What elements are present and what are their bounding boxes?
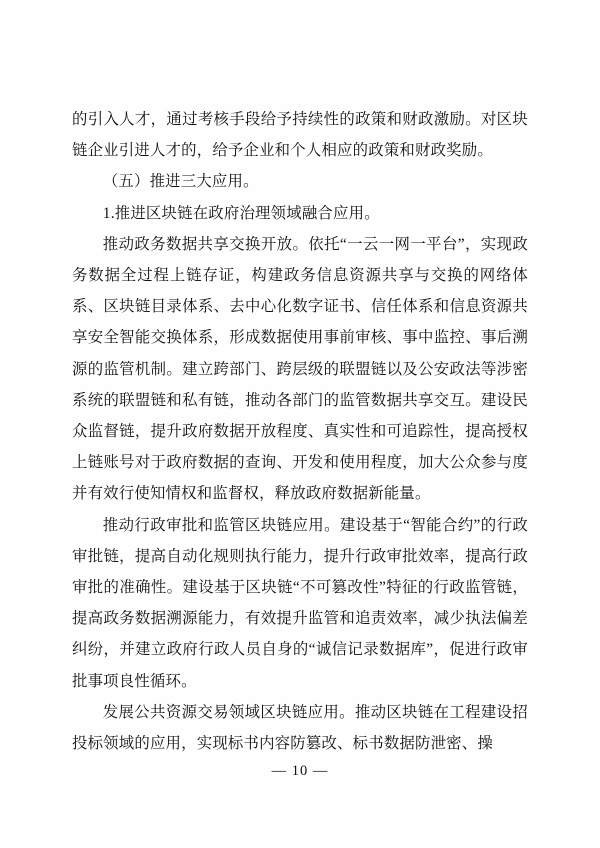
paragraph-government-data-sharing: 推动政务数据共享交换开放。依托“一云一网一平台”，实现政务数据全过程上链存证，构建政务信息资源共享与交换的网络体系、区块链目录体系、去中心化数字证书、信任体系和信息资源共享安全智能交换体系，形成数据使用事前审核、事中监控、事后溯源的监管机制。建立跨部门、跨层级的联盟链以及公安政法等涉密系统的联盟链和私有链，推动各部门的监管数据共享交互。建设民众监督链，提升政府数据开放程度、真实性和可追踪性，提高授权上链账号对于政府数据的查询、开发和使用程度，加大公众参与度并有效行使知情权和监督权，释放政府数据新能量。 (72, 235, 528, 503)
paragraph-continued-talent: 的引入人才，通过考核手段给予持续性的政策和财政激励。对区块链企业引进人才的，给予企业和个人相应的政策和财政奖励。 (72, 111, 528, 160)
paragraph-item-1-heading: 1.推进区块链在政府治理领域融合应用。 (102, 204, 380, 222)
paragraph-administrative-approval: 推动行政审批和监管区块链应用。建设基于“智能合约”的行政审批链，提高自动化规则执行能力，提升行政审批效率，提高行政审批的准确性。建设基于区块链“不可篡改性”特征的行政监管链，提高政务数据溯源能力，有效提升监管和追责效率，减少执法偏差纠纷，并建立政府行政人员自身的“诚信记录数据库”，促进行政审批事项良性循环。 (72, 516, 528, 690)
page-number-footer: — 10 — (271, 763, 329, 779)
page-body (72, 104, 528, 759)
paragraph-public-resource-trading: 发展公共资源交易领域区块链应用。推动区块链在工程建设招投标领域的应用，实现标书内容防篡改、标书数据防泄密、操 (72, 703, 528, 753)
paragraph-section-five-heading: （五）推进三大应用。 (102, 173, 259, 191)
